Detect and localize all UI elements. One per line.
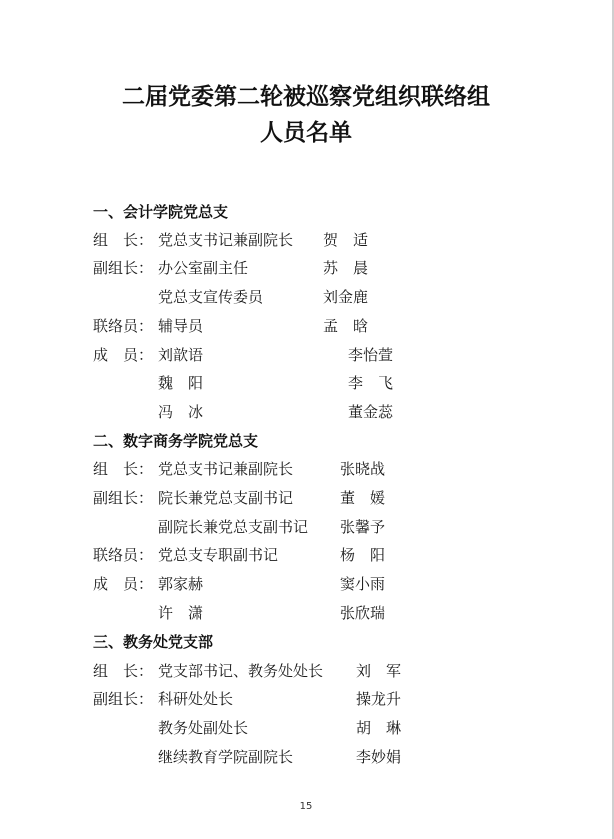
person-name: 李怡萱 [348,346,394,364]
role-label: 联络员： [93,546,154,564]
role-label: 组 长： [93,231,154,249]
person-name: 董金蕊 [348,403,394,421]
role-label: 组 长： [93,460,154,478]
position-text: 办公室副主任 [158,259,249,277]
person-name: 张晓战 [340,460,386,478]
position-text: 许 潇 [158,604,204,622]
page-number: 15 [299,801,313,812]
position-text: 党总支专职副书记 [158,546,279,564]
person-name: 李 飞 [348,374,394,392]
person-name: 窦小雨 [340,575,386,593]
list-item [0,401,612,425]
position-text: 辅导员 [158,317,204,335]
person-name: 张欣瑞 [340,604,386,622]
position-text: 党总支书记兼副院长 [158,460,294,478]
position-text: 党支部书记、教务处处长 [158,662,324,680]
list-item [0,746,612,770]
role-label: 副组长： [93,489,154,507]
list-item [0,688,612,712]
list-item [0,372,612,396]
position-text: 郭家赫 [158,575,204,593]
section-heading: 一、会计学院党总支 [93,203,229,221]
role-label: 副组长： [93,690,154,708]
list-item [0,544,612,568]
position-text: 魏 阳 [158,374,204,392]
person-name: 刘金鹿 [323,288,369,306]
list-item [0,660,612,684]
role-label: 联络员： [93,317,154,335]
position-text: 党总支宣传委员 [158,288,264,306]
list-item [0,516,612,540]
list-item [0,315,612,339]
person-name: 苏 晨 [323,259,369,277]
position-text: 副院长兼党总支副书记 [158,518,309,536]
role-label: 副组长： [93,259,154,277]
list-item [0,229,612,253]
section-heading: 二、数字商务学院党总支 [93,432,259,450]
position-text: 继续教育学院副院长 [158,748,294,766]
position-text: 科研处处长 [158,690,234,708]
position-text: 刘歆语 [158,346,204,364]
list-item [0,344,612,368]
list-item [0,717,612,741]
person-name: 操龙升 [356,690,402,708]
list-item [0,257,612,281]
person-name: 贺 适 [323,231,369,249]
person-name: 刘 军 [356,662,402,680]
section-heading: 三、教务处党支部 [93,633,214,651]
list-item [0,602,612,626]
person-name: 张馨予 [340,518,386,536]
position-text: 党总支书记兼副院长 [158,231,294,249]
person-name: 董 媛 [340,489,386,507]
person-name: 李妙娟 [356,748,402,766]
list-item [0,573,612,597]
position-text: 教务处副处长 [158,719,249,737]
list-item [0,286,612,310]
position-text: 院长兼党总支副书记 [158,489,294,507]
position-text: 冯 冰 [158,403,204,421]
list-item [0,458,612,482]
role-label: 成 员： [93,346,154,364]
person-name: 胡 琳 [356,719,402,737]
document-subtitle: 人员名单 [260,120,352,146]
person-name: 孟 晗 [323,317,369,335]
document-title: 二届党委第二轮被巡察党组织联络组 [122,84,490,110]
person-name: 杨 阳 [340,546,386,564]
role-label: 成 员： [93,575,154,593]
role-label: 组 长： [93,662,154,680]
list-item [0,487,612,511]
